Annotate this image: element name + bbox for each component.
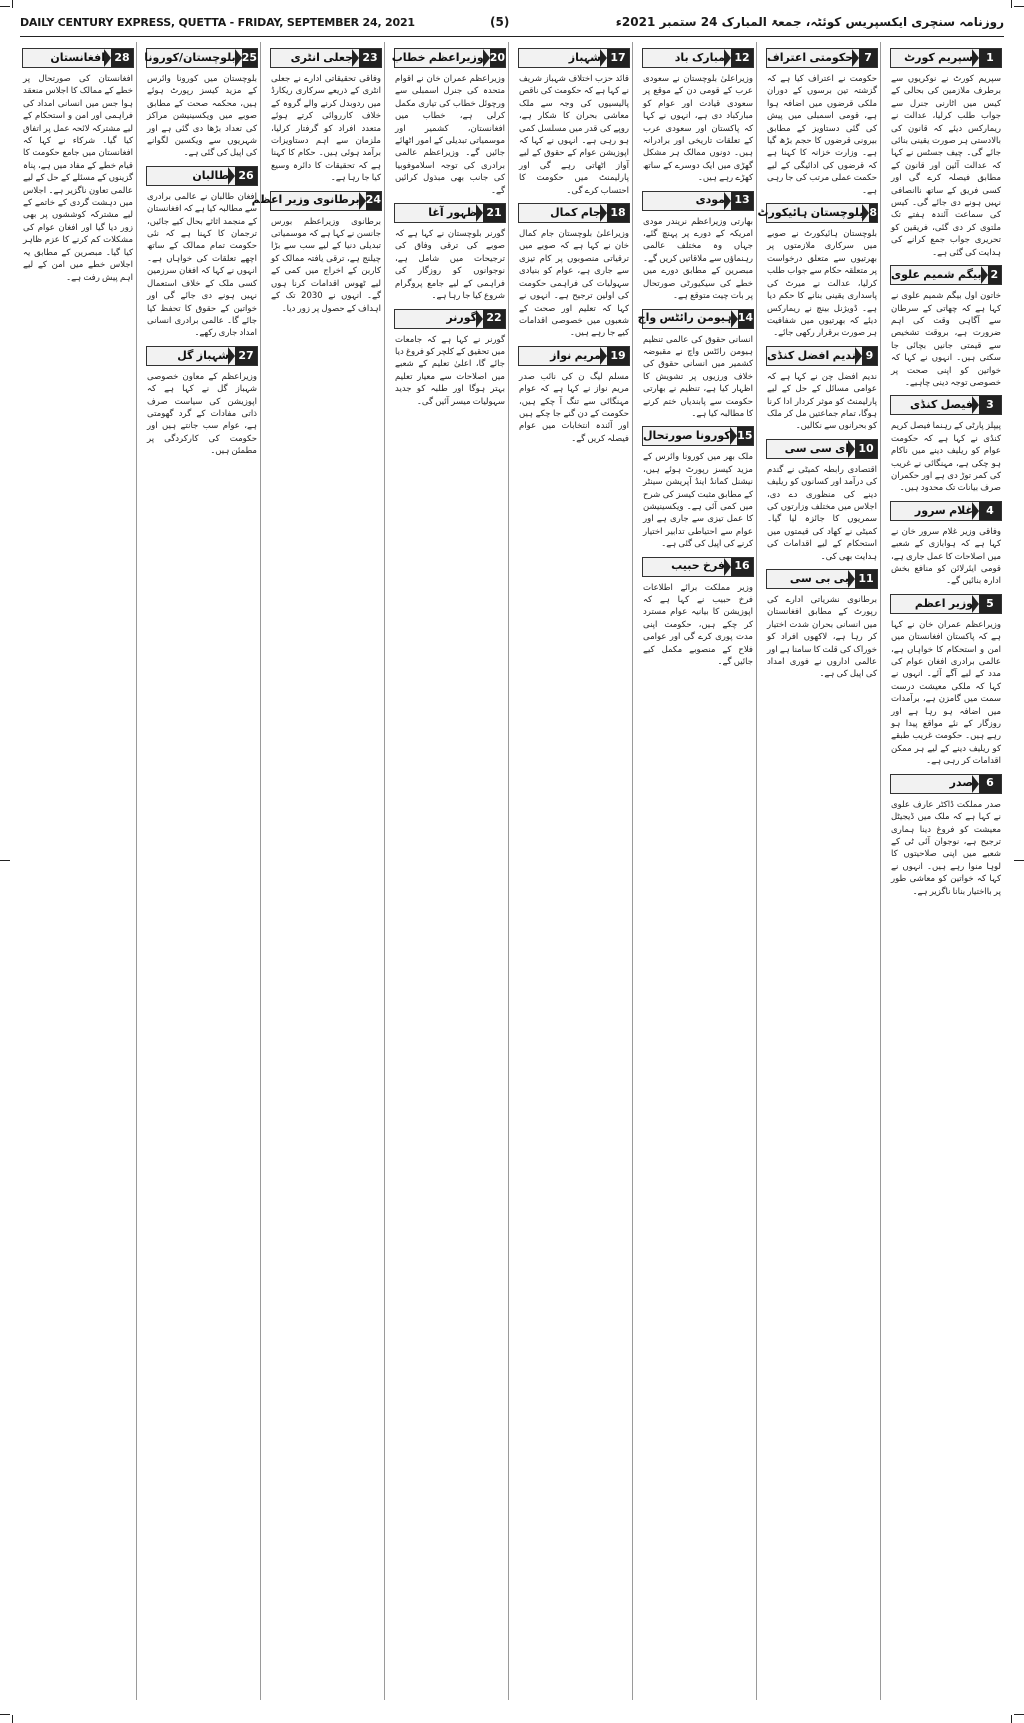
story-title: غلام سرور: [914, 503, 973, 517]
story-number-badge: 26: [235, 167, 257, 185]
story-body: گورنر نے کہا ہے کہ جامعات میں تحقیق کے کلچر کو فروغ دیا جائے گا، اعلیٰ تعلیم کے شعبے میں اصلاحات سے معیار تعلیم بہتر ہوگا اور طلبہ کو جدید سہولیات میسر آئیں گی۔: [395, 334, 505, 407]
story-heading: [637, 309, 754, 329]
story-body: گورنر بلوچستان نے کہا ہے کہ صوبے کی ترقی وفاق کی ترجیحات میں شامل ہے، نوجوانوں کو روزگار کی فراہمی کے لیے جامع پروگرام شروع کیا جا رہا ہے۔: [395, 229, 505, 302]
story-number-badge: 14: [738, 310, 753, 328]
chevron-icon: [724, 49, 731, 67]
story-number-badge: 25: [242, 49, 257, 67]
chevron-icon: [848, 570, 855, 588]
story-heading: [890, 48, 1002, 68]
story-heading: [766, 346, 878, 366]
story-number-badge: 16: [731, 558, 753, 576]
crop-mark: [0, 1714, 10, 1715]
story-title: بلوچستان/کورونا: [144, 50, 236, 64]
story-number-badge: 27: [235, 347, 257, 365]
story-number-badge: 17: [607, 49, 629, 67]
story-heading: [766, 439, 878, 459]
story-number-badge: 18: [607, 204, 629, 222]
story-body: افغانستان کی صورتحال پر خطے کے ممالک کا اجلاس منعقد ہوا جس میں انسانی امداد کی فراہمی اور امن و استحکام کے لیے مشترکہ لائحہ عمل پر اتفاق کیا گیا۔ شرکاء نے کہا کہ افغانستان میں جامع حکومت کا قیام خطے کے مفاد میں ہے، پناہ گزینوں کے مسئلے کے حل کے لیے عالمی تعاون ناگزیر ہے۔ اجلاس میں دہشت گردی کے خاتمے کے لیے مشترکہ کوششوں پر بھی زور دیا گیا اور افغان عوام کی مشکلات کم کرنے کا عزم ظاہر کیا گیا۔ مبصرین کے مطابق یہ اجلاس خطے میں امن کے لیے اہم پیش رفت ہے۔: [23, 74, 133, 283]
chevron-icon: [852, 49, 859, 67]
story-heading: [890, 501, 1002, 521]
story-body: وزیراعلیٰ بلوچستان نے سعودی عرب کے قومی دن کے موقع پر سعودی قیادت اور عوام کو مبارکباد دی ہے، انہوں نے کہا کہ پاکستان اور سعودی عرب کے تعلقات تاریخی اور برادرانہ ہیں۔ دونوں ممالک ہر مشکل گھڑی میں ایک دوسرے کے ساتھ کھڑے رہے ہیں۔: [643, 74, 753, 184]
crop-mark: [1011, 1715, 1012, 1723]
news-column: [637, 42, 757, 1700]
story-heading: [394, 309, 506, 329]
news-column: [888, 42, 1004, 1700]
story-body: وزیراعظم کے معاون خصوصی شہباز گل نے کہا ہے کہ اپوزیشن کی سیاست صرف ذاتی مفادات کے گرد گھومتی ہے، عوام سب جانتے ہیں اور حکومت کی کارکردگی پر مطمئن ہیں۔: [147, 371, 257, 457]
story-heading: [890, 395, 1002, 415]
story-title: طالبان: [192, 168, 229, 182]
story-title: بلوچستان ہائیکورٹ: [757, 205, 864, 219]
story-title: برطانوی وزیر اعظم: [251, 193, 360, 207]
story-body: سپریم کورٹ نے نوکریوں سے برطرف ملازمین کی بحالی کے کیس میں اٹارنی جنرل سے جواب طلب کرلیا، عدالت نے ریمارکس دیئے کہ قانون کی بالادستی ہر صورت یقینی بنائی جائے گی۔ چیف جسٹس نے کہا کہ عدالت آئین اور قانون کے مطابق فیصلہ کرے گی اور کسی فریق کے ساتھ ناانصافی نہیں ہونے دی جائے گی۔ کیس کی سماعت آئندہ ہفتے تک ملتوی کر دی گئی، فریقین کو تحریری جواب جمع کرانے کی ہدایت کی گئی ہے۔: [891, 74, 1001, 258]
story-number-badge: 8: [869, 204, 877, 222]
chevron-icon: [848, 440, 855, 458]
crop-mark: [12, 0, 13, 8]
story-title: صدر: [949, 776, 973, 790]
story-title: افغانستان: [50, 50, 105, 64]
story-heading: [890, 774, 1002, 794]
story-heading: [518, 203, 630, 223]
story-body: وزیر مملکت برائے اطلاعات فرخ حبیب نے کہا ہے کہ اپوزیشن کا بیانیہ عوام مسترد کر چکے ہیں، حکومت اپنی مدت پوری کرے گی اور عوامی فلاح کے منصوبے مکمل کیے جائیں گے۔: [643, 582, 753, 668]
chevron-icon: [972, 595, 979, 613]
story-body: حکومت نے اعتراف کیا ہے کہ گزشتہ تین برسوں کے دوران ملکی قرضوں میں اضافہ ہوا ہے، قومی اسمبلی میں پیش کی گئی دستاویز کے مطابق بیرونی قرضوں کا حجم بڑھ گیا ہے۔ وزارت خزانہ کا کہنا ہے کہ قرضوں کی ادائیگی کے لیے حکمت عملی مرتب کی جا رہی ہے۔: [767, 74, 877, 196]
story-title: ہیومن رائٹس واچ: [637, 311, 732, 325]
story-number-badge: 2: [988, 266, 1001, 284]
story-number-badge: 11: [855, 570, 877, 588]
masthead-english: DAILY CENTURY EXPRESS, QUETTA - FRIDAY, SEPTEMBER 24, 2021: [20, 16, 415, 29]
news-column: [251, 42, 385, 1700]
story-heading: [146, 166, 258, 186]
chevron-icon: [600, 347, 607, 365]
story-number-badge: 23: [359, 49, 381, 67]
crop-mark: [1014, 860, 1024, 861]
story-title: ای سی سی: [784, 441, 849, 455]
story-title: مبارک باد: [674, 50, 725, 64]
story-title: ندیم افضل کنڈی: [767, 348, 856, 362]
story-body: انسانی حقوق کی عالمی تنظیم ہیومن رائٹس واچ نے مقبوضہ کشمیر میں انسانی حقوق کی خلاف ورزیوں پر تشویش کا اظہار کیا ہے، تنظیم نے بھارتی حکومت سے پابندیاں ختم کرنے کا مطالبہ کیا ہے۔: [643, 334, 753, 419]
story-heading: [518, 346, 630, 366]
crop-mark: [1014, 6, 1024, 7]
story-heading: [757, 203, 878, 223]
story-body: برطانوی نشریاتی ادارے کی رپورٹ کے مطابق افغانستان میں انسانی بحران شدت اختیار کر رہا ہے، لاکھوں افراد کو خوراک کی قلت کا سامنا ہے اور عالمی اداروں نے فوری امداد کی اپیل کی ہے۔: [767, 595, 877, 680]
story-number-badge: 9: [862, 347, 877, 365]
story-body: ملک بھر میں کورونا وائرس کے مزید کیسز رپورٹ ہوئے ہیں، نیشنل کمانڈ اینڈ آپریشن سینٹر کے مطابق مثبت کیسز کی شرح میں کمی آئی ہے۔ ویکسینیشن کا عمل تیزی سے جاری ہے اور عوام سے احتیاطی تدابیر اختیار کرنے کی اپیل کی گئی ہے۔: [643, 452, 753, 550]
story-body: بلوچستان ہائیکورٹ نے صوبے میں سرکاری ملازمتوں پر بھرتیوں سے متعلق درخواست پر متعلقہ حکام سے جواب طلب کرلیا، عدالت نے میرٹ کی پاسداری یقینی بنانے کا حکم دیا ہے۔ ڈویژنل بینچ نے ریمارکس دیئے کہ بھرتیوں میں شفافیت ہر صورت برقرار رکھی جائے۔: [767, 229, 877, 339]
story-body: وزیراعلیٰ بلوچستان جام کمال خان نے کہا ہے کہ صوبے میں ترقیاتی منصوبوں پر کام تیزی سے جاری ہے، عوام کو بنیادی سہولیات کی فراہمی حکومت کی اولین ترجیح ہے۔ انہوں نے کہا کہ تعلیم اور صحت کے شعبوں میں خصوصی اقدامات کیے جا رہے ہیں۔: [519, 229, 629, 339]
story-title: شہباز گل: [177, 348, 229, 362]
chevron-icon: [855, 347, 862, 365]
story-heading: [270, 48, 382, 68]
news-column: [392, 42, 509, 1700]
story-heading: [391, 48, 506, 68]
story-number-badge: 6: [979, 775, 1001, 793]
story-body: پیپلز پارٹی کے رہنما فیصل کریم کنڈی نے کہا ہے کہ حکومت عوام کو ریلیف دینے میں ناکام ہو چکی ہے، مہنگائی نے غریب کی کمر توڑ دی ہے اور حکمران صرف بیانات تک محدود ہیں۔: [891, 421, 1001, 494]
story-title: فیصل کنڈی: [909, 398, 973, 412]
chevron-icon: [862, 204, 869, 222]
story-title: حکومتی اعتراف: [767, 50, 854, 64]
chevron-icon: [981, 266, 988, 284]
crop-mark: [0, 860, 10, 861]
story-heading: [22, 48, 134, 68]
crop-mark: [1014, 1714, 1024, 1715]
news-columns: [20, 42, 1004, 1700]
story-heading: [146, 48, 258, 68]
story-body: وزیراعظم عمران خان نے اقوام متحدہ کی جنرل اسمبلی سے ورچوئل خطاب کی تیاری مکمل کرلی ہے، خطاب میں افغانستان، کشمیر اور موسمیاتی تبدیلی کے امور اٹھائے جائیں گے۔ وزیراعظم عالمی برادری کی توجہ اسلاموفوبیا کی جانب بھی مبذول کرائیں گے۔: [395, 74, 505, 196]
story-title: کورونا صورتحال: [643, 429, 731, 443]
story-number-badge: 20: [490, 49, 505, 67]
story-heading: [642, 191, 754, 211]
story-heading: [766, 569, 878, 589]
story-heading: [251, 191, 382, 211]
chevron-icon: [972, 502, 979, 520]
chevron-icon: [600, 49, 607, 67]
chevron-icon: [724, 192, 731, 210]
story-title: گورنر: [446, 311, 477, 325]
chevron-icon: [972, 49, 979, 67]
crop-mark: [12, 1715, 13, 1723]
masthead-urdu: روزنامہ سنچری ایکسپریس کوئٹہ، جمعۃ المبارک 24 ستمبر 2021ء: [615, 15, 1004, 29]
story-body: برطانوی وزیراعظم بورس جانسن نے کہا ہے کہ موسمیاتی تبدیلی دنیا کے لیے سب سے بڑا چیلنج ہے، ترقی یافتہ ممالک کو کاربن کے اخراج میں کمی کے لیے ٹھوس اقدامات کرنا ہوں گے۔ انہوں نے 2030 تک کے اہداف کے حصول پر زور دیا۔: [271, 216, 381, 314]
story-title: ظہور آغا: [428, 205, 477, 219]
chevron-icon: [972, 775, 979, 793]
chevron-icon: [476, 204, 483, 222]
story-title: بی بی سی: [789, 571, 849, 585]
story-body: اقتصادی رابطہ کمیٹی نے گندم کی درآمد اور کسانوں کو ریلیف دینے کی منظوری دے دی، اجلاس میں مختلف وزارتوں کی سمریوں کا جائزہ لیا گیا۔ کمیٹی نے کھاد کی قیمتوں میں استحکام کے لیے اقدامات کی ہدایت بھی کی۔: [767, 464, 877, 562]
chevron-icon: [228, 167, 235, 185]
chevron-icon: [104, 49, 111, 67]
story-body: وزیراعظم عمران خان نے کہا ہے کہ پاکستان افغانستان میں امن و استحکام کا خواہاں ہے، عالمی برادری افغان عوام کی مدد کے لیے آگے آئے۔ انہوں نے کہا کہ ملکی معیشت درست سمت میں گامزن ہے، برآمدات میں اضافہ ہو رہا ہے اور روزگار کے نئے مواقع پیدا ہو رہے ہیں۔ حکومت غریب طبقے کو ریلیف دینے کے لیے ہر ممکن اقدامات کر رہی ہے۔: [891, 619, 1001, 767]
story-number-badge: 13: [731, 192, 753, 210]
story-heading: [890, 594, 1002, 614]
story-heading: [146, 346, 258, 366]
chevron-icon: [476, 310, 483, 328]
story-number-badge: 22: [483, 310, 505, 328]
story-number-badge: 19: [607, 347, 629, 365]
story-number-badge: 28: [111, 49, 133, 67]
story-title: سپریم کورٹ: [904, 50, 973, 64]
masthead: [20, 12, 1004, 37]
news-column: [20, 42, 137, 1700]
story-number-badge: 24: [366, 192, 381, 210]
story-title: شہباز: [568, 50, 601, 64]
news-column: [144, 42, 261, 1700]
story-number-badge: 5: [979, 595, 1001, 613]
story-title: فرخ حبیب: [671, 559, 725, 573]
story-title: مریم نواز: [550, 348, 601, 362]
story-number-badge: 10: [855, 440, 877, 458]
newspaper-page: [20, 12, 1004, 1702]
story-body: افغان طالبان نے عالمی برادری سے مطالبہ کیا ہے کہ افغانستان کے منجمد اثاثے بحال کیے جائیں، ترجمان کا کہنا ہے کہ نئی حکومت تمام ممالک کے ساتھ اچھے تعلقات کی خواہاں ہے۔ انہوں نے کہا کہ افغان سرزمین کسی ملک کے خلاف استعمال نہیں ہونے دی جائے گی اور خواتین کے حقوق کا تحفظ کیا جائے گا۔ عالمی برادری انسانی امداد جاری رکھے۔: [146, 191, 257, 339]
chevron-icon: [972, 396, 979, 414]
story-number-badge: 7: [859, 49, 877, 67]
story-number-badge: 4: [979, 502, 1001, 520]
story-body: قائد حزب اختلاف شہباز شریف نے کہا ہے کہ حکومت کی ناقص پالیسیوں کی وجہ سے ملک معاشی بحران کا شکار ہے، روپے کی قدر میں مسلسل کمی ہو رہی ہے۔ انہوں نے کہا کہ اپوزیشن عوام کے حقوق کے لیے آواز اٹھاتی رہے گی اور پارلیمنٹ میں حکومت کا احتساب کرے گی۔: [519, 74, 629, 196]
story-number-badge: 12: [731, 49, 753, 67]
story-number-badge: 21: [483, 204, 505, 222]
news-column: [516, 42, 633, 1700]
story-body: صدر مملکت ڈاکٹر عارف علوی نے کہا ہے کہ ملک میں ڈیجیٹل معیشت کو فروغ دینا ہماری ترجیح ہے، نوجوان آئی ٹی کے شعبے میں اپنی صلاحیتوں کا لوہا منوا رہے ہیں۔ انہوں نے کہا کہ خواتین کو معاشی طور پر بااختیار بنانا ناگزیر ہے۔: [891, 799, 1001, 897]
chevron-icon: [235, 49, 242, 67]
story-body: ندیم افضل چن نے کہا ہے کہ عوامی مسائل کے حل کے لیے پارلیمنٹ کو موثر کردار ادا کرنا ہوگا، تمام جماعتیں مل کر ملک کو بحرانوں سے نکالیں۔: [767, 371, 877, 432]
chevron-icon: [228, 347, 235, 365]
crop-mark: [1011, 0, 1012, 8]
story-body: مسلم لیگ ن کی نائب صدر مریم نواز نے کہا ہے کہ عوام مہنگائی سے تنگ آ چکے ہیں، حکومت کے دن گنے جا چکے ہیں اور آئندہ انتخابات میں عوام فیصلہ کریں گے۔: [519, 371, 629, 444]
story-body: بھارتی وزیراعظم نریندر مودی امریکہ کے دورے پر پہنچ گئے، جہاں وہ مختلف عالمی رہنماؤں سے ملاقاتیں کریں گے۔ مبصرین کے مطابق دورے میں خطے کی سیکیورٹی صورتحال پر بات چیت متوقع ہے۔: [643, 216, 753, 302]
story-title: جعلی انٹری: [290, 50, 353, 64]
story-number-badge: 15: [737, 427, 753, 445]
story-heading: [642, 557, 754, 577]
story-number-badge: 1: [979, 49, 1001, 67]
story-number-badge: 3: [979, 396, 1001, 414]
story-title: مودی: [695, 193, 725, 207]
news-column: [757, 42, 881, 1700]
story-heading: [766, 48, 878, 68]
story-body: بلوچستان میں کورونا وائرس کے مزید کیسز رپورٹ ہوئے ہیں، محکمہ صحت کے مطابق صوبے میں ویکسینیشن مراکز کی تعداد بڑھا دی گئی ہے اور شہریوں سے ویکسین لگوانے کی اپیل کی گئی ہے۔: [147, 74, 257, 159]
story-title: وزیر اعظم: [914, 596, 973, 610]
story-title: جام کمال: [550, 205, 601, 219]
chevron-icon: [359, 192, 366, 210]
page-number: (5): [490, 15, 510, 29]
story-heading: [642, 426, 754, 446]
story-body: وفاقی وزیر غلام سرور خان نے کہا ہے کہ ہوابازی کے شعبے میں اصلاحات کا عمل جاری ہے، قومی ایئرلائن کو منافع بخش ادارہ بنائیں گے۔: [891, 526, 1001, 587]
story-title: وزیراعظم خطاب: [391, 50, 484, 64]
story-title: بیگم شمیم علوی: [891, 267, 982, 281]
story-body: وفاقی تحقیقاتی ادارے نے جعلی انٹری کے ذریعے سرکاری ریکارڈ میں ردوبدل کرنے والے گروہ کے خلاف کارروائی کرتے ہوئے متعدد افراد کو گرفتار کرلیا، ملزمان سے اہم دستاویزات برآمد ہوئی ہیں۔ حکام کا کہنا ہے کہ تحقیقات کا دائرہ وسیع کیا جا رہا ہے۔: [271, 74, 381, 184]
story-heading: [642, 48, 754, 68]
story-heading: [518, 48, 630, 68]
story-heading: [890, 265, 1002, 285]
chevron-icon: [352, 49, 359, 67]
story-body: خاتون اول بیگم شمیم علوی نے کہا ہے کہ چھاتی کے سرطان سے آگاہی وقت کی اہم ضرورت ہے، بروقت تشخیص سے قیمتی جانیں بچائی جا سکتی ہیں۔ انہوں نے کہا کہ خواتین کو اپنی صحت پر خصوصی توجہ دینی چاہیے۔: [891, 291, 1001, 388]
chevron-icon: [600, 204, 607, 222]
crop-mark: [0, 6, 10, 7]
chevron-icon: [724, 558, 731, 576]
story-heading: [394, 203, 506, 223]
